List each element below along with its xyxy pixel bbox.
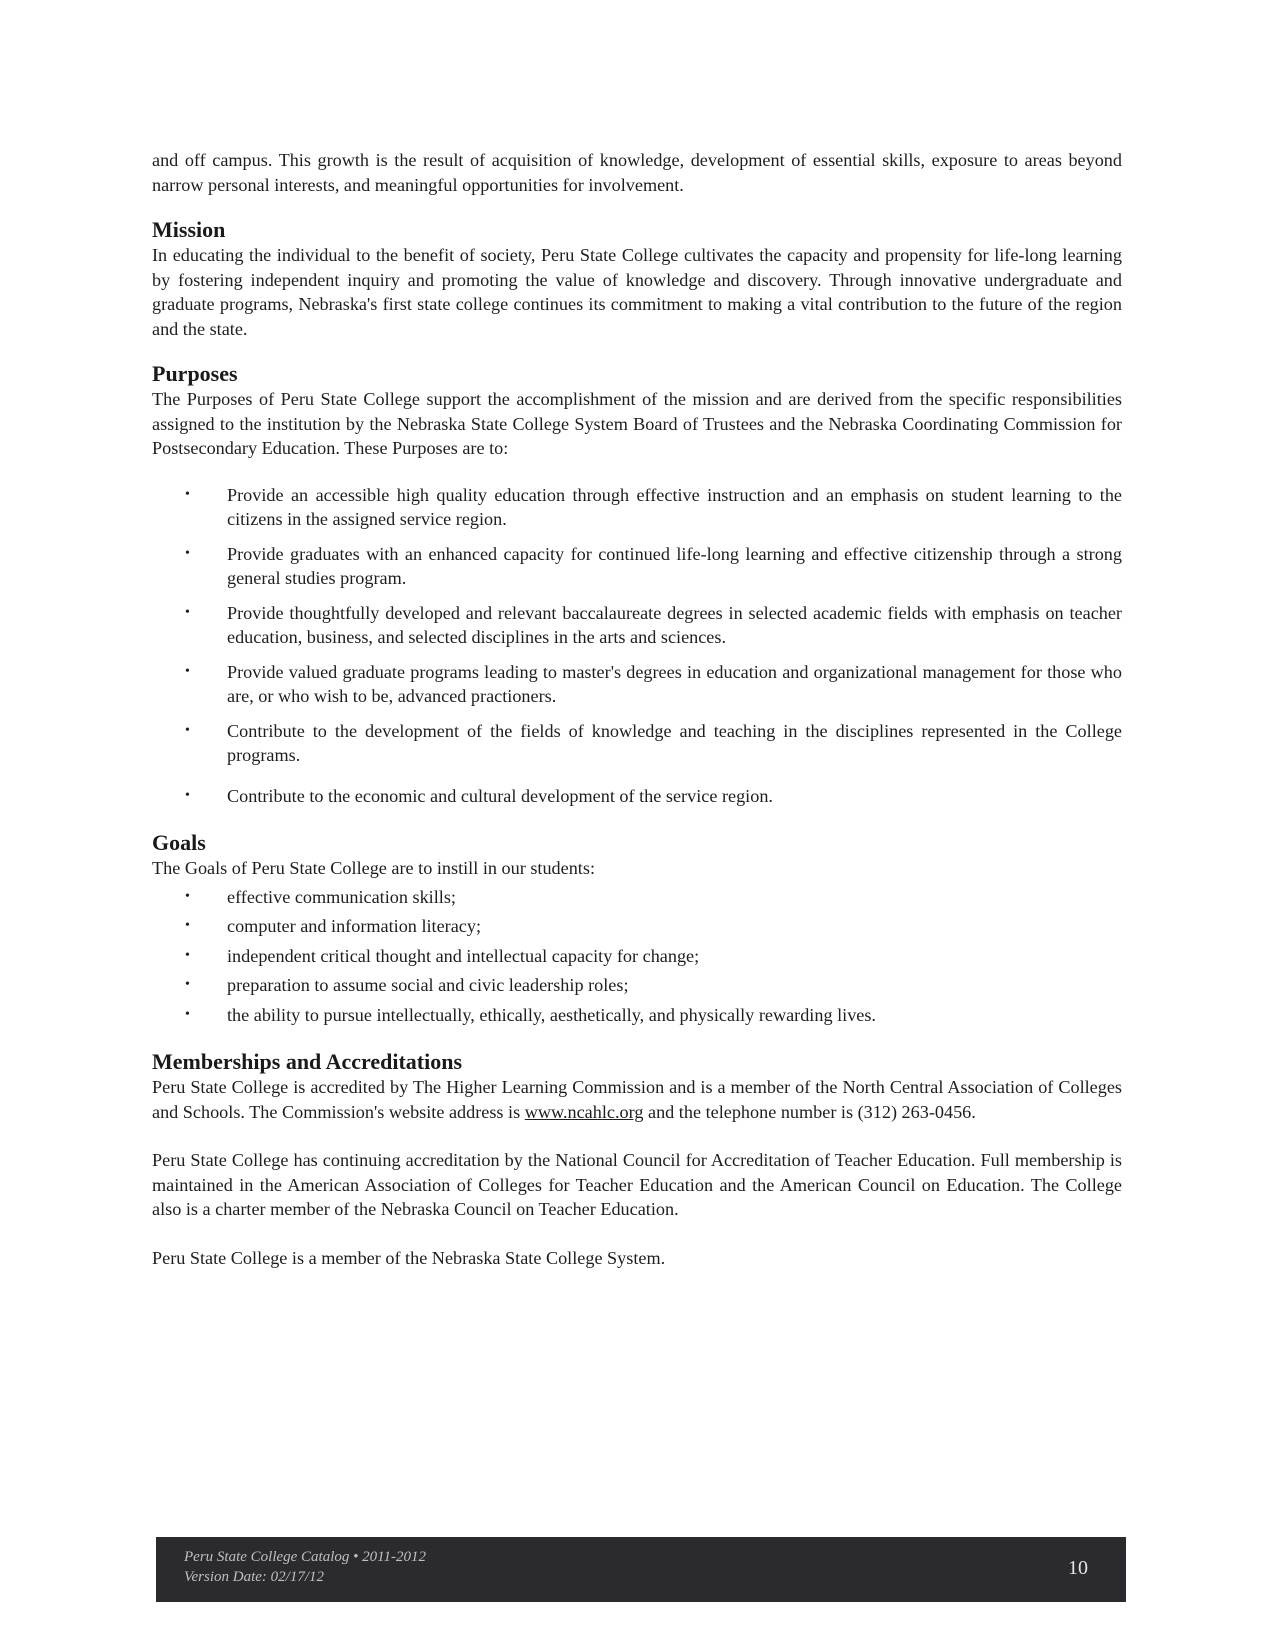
footer-text	[184, 1547, 426, 1587]
list-item-text: Provide valued graduate programs leading to master's degrees in education and organizational management for those who are, or who wish to be, advanced practioners.	[227, 661, 1122, 706]
accreditation-text: Peru State College is accredited by The Higher Learning Commission and is a member of the North Central Association of Colleges and Schools. The Commission's website address is	[152, 1077, 1122, 1122]
list-item	[152, 914, 1122, 939]
purposes-heading: Purposes	[152, 361, 238, 386]
bullet-icon: •	[185, 663, 190, 679]
purposes-paragraph: The Purposes of Peru State College support the accomplishment of the mission and are derived from the specific responsibilities assigned to the institution by the Nebraska State College System Board of Trustees and the Nebraska Coordinating Commission for Postsecondary Education. These Purposes are to:	[152, 389, 1122, 458]
list-item	[152, 1003, 1122, 1028]
list-item-text: Provide graduates with an enhanced capacity for continued life-long learning and effective citizenship through a strong general studies program.	[227, 543, 1122, 588]
catalog-title: Peru State College Catalog • 2011-2012	[184, 1549, 427, 1565]
list-item-text: preparation to assume social and civic leadership roles;	[227, 975, 629, 995]
bullet-icon: •	[185, 947, 190, 963]
goals-list	[152, 885, 1122, 1028]
list-item	[152, 944, 1122, 969]
mission-paragraph: In educating the individual to the benefit of society, Peru State College cultivates the capacity and propensity for life-long learning by fostering independent inquiry and promoting the value of knowledge and discovery. Through innovative undergraduate and graduate programs, Nebraska's first state college continues its commitment to making a vital contribution to the future of the region and the state.	[152, 245, 1122, 339]
accreditation-text-end: and the telephone number is (312) 263-0456.	[643, 1101, 976, 1122]
mission-section	[152, 217, 1122, 341]
bullet-icon: •	[185, 1006, 190, 1022]
list-item-text: effective communication skills;	[227, 886, 456, 907]
ncahlc-link[interactable]: www.ncahlc.org	[524, 1101, 644, 1122]
bullet-icon: •	[185, 888, 190, 904]
ncate-paragraph: Peru State College has continuing accreditation by the National Council for Accreditation of Teacher Education. Full membership is maintained in the American Association of Colleges for Teacher Education and the American Council on Education. The College also is a charter member of the Nebraska Council on Teacher Education.	[152, 1150, 1122, 1219]
goals-heading: Goals	[152, 830, 206, 855]
list-item-text: Contribute to the development of the fields of knowledge and teaching in the disciplines represented in the College programs.	[227, 720, 1122, 765]
list-item	[152, 973, 1122, 998]
mission-heading: Mission	[152, 217, 226, 242]
goals-section	[152, 830, 1122, 1027]
memberships-heading: Memberships and Accreditations	[152, 1049, 463, 1074]
bullet-icon: •	[185, 787, 190, 803]
bullet-icon: •	[185, 722, 190, 738]
system-paragraph: Peru State College is a member of the Nebraska State College System.	[152, 1247, 666, 1268]
list-item-text: computer and information literacy;	[227, 916, 482, 936]
bullet-icon: •	[185, 486, 190, 502]
list-item-text: independent critical thought and intellectual capacity for change;	[227, 945, 700, 966]
page-footer	[156, 1537, 1126, 1602]
list-item	[152, 542, 1122, 591]
version-date: Version Date: 02/17/12	[184, 1569, 324, 1585]
list-item	[152, 483, 1122, 532]
bullet-icon: •	[185, 918, 190, 933]
list-item	[152, 660, 1122, 709]
bullet-icon: •	[185, 545, 190, 561]
page-number: 10	[1068, 1557, 1088, 1579]
list-item	[152, 784, 1122, 809]
list-item-text: Provide an accessible high quality education through effective instruction and an emphasis on student learning to the citizens in the assigned service region.	[227, 484, 1122, 529]
list-item	[152, 719, 1122, 768]
list-item-text: the ability to pursue intellectually, ethically, aesthetically, and physically rewarding lives.	[227, 1004, 876, 1025]
memberships-section	[152, 1049, 1122, 1270]
list-item	[152, 601, 1122, 650]
bullet-icon: •	[185, 977, 190, 992]
purposes-section	[152, 361, 1122, 808]
bullet-icon: •	[185, 604, 190, 620]
goals-paragraph: The Goals of Peru State College are to instill in our students:	[152, 858, 595, 878]
page-content	[152, 148, 1122, 1270]
purposes-list	[152, 483, 1122, 809]
list-item-text: Contribute to the economic and cultural development of the service region.	[227, 785, 773, 806]
list-item-text: Provide thoughtfully developed and relevant baccalaureate degrees in selected academic fields with emphasis on teacher education, business, and selected disciplines in the arts and sciences.	[227, 602, 1122, 647]
intro-paragraph: and off campus. This growth is the result of acquisition of knowledge, development of essential skills, exposure to areas beyond narrow personal interests, and meaningful opportunities for involvement.	[152, 150, 1122, 195]
accreditation-paragraph	[152, 1075, 1122, 1124]
list-item	[152, 885, 1122, 910]
